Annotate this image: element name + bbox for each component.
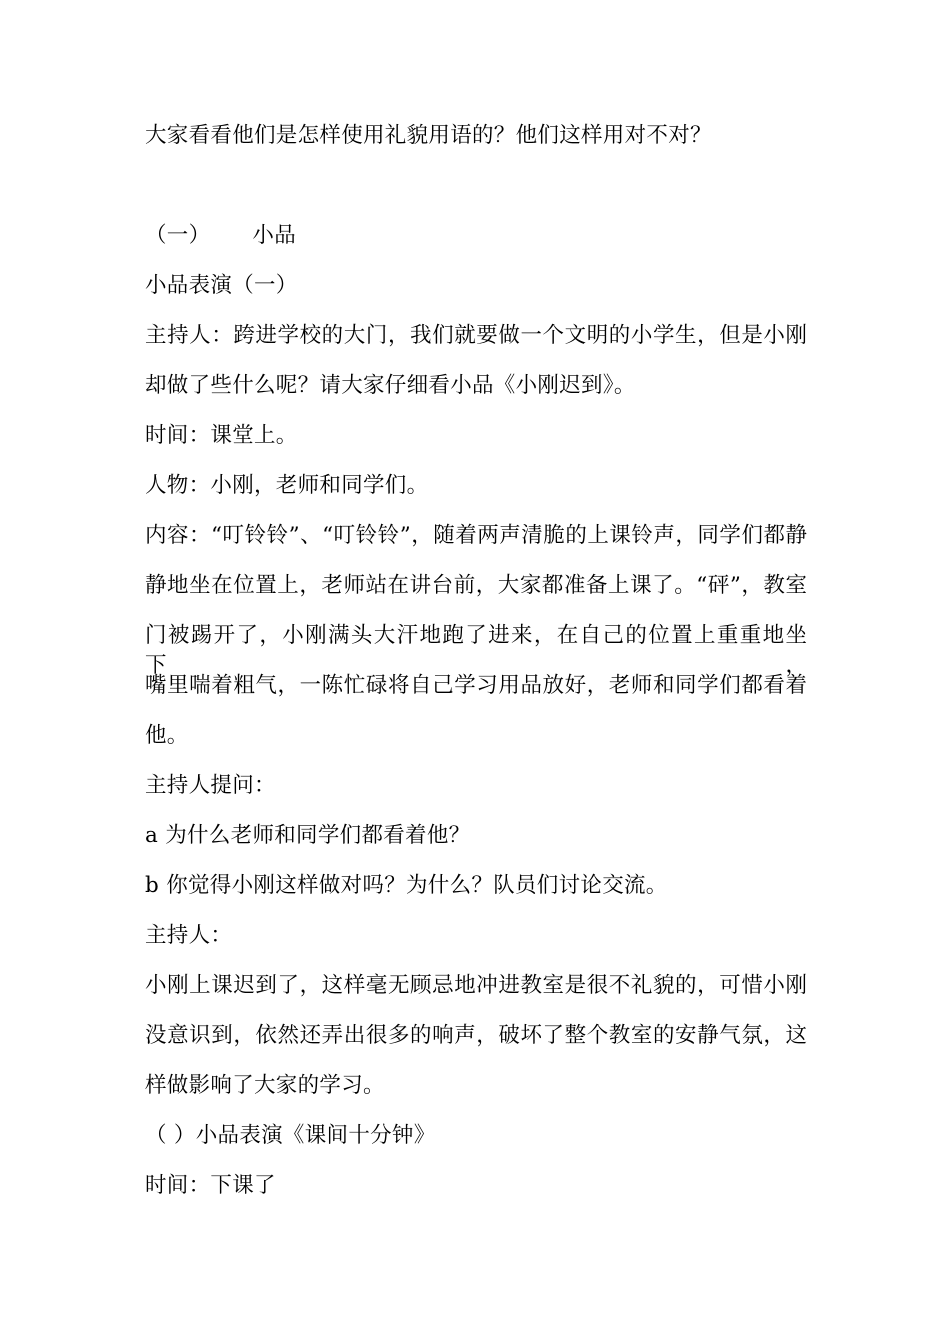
intro-question: 大家看看他们是怎样使用礼貌用语的？他们这样用对不对？: [145, 123, 712, 148]
content-line-1: 内容：“叮铃铃”、“叮铃铃”，随着两声清脆的上课铃声，同学们都静: [145, 523, 807, 548]
question-a: a 为什么老师和同学们都看着他？: [145, 823, 471, 848]
skit1-title: 小品表演（一）: [145, 273, 298, 298]
host-label: 主持人：: [145, 923, 233, 948]
summary-line-3: 样做影响了大家的学习。: [145, 1073, 385, 1098]
content-line-4: 嘴里喘着粗气，一陈忙碌将自己学习用品放好，老师和同学们都看着: [145, 673, 807, 698]
skit2-title: （ ）小品表演《课间十分钟》: [145, 1123, 436, 1148]
host-intro-line-1: 主持人：跨进学校的大门，我们就要做一个文明的小学生，但是小刚: [145, 323, 807, 348]
people-line: 人物：小刚，老师和同学们。: [145, 473, 429, 498]
section-title: 小品: [252, 223, 297, 248]
content-line-3: 门被踢开了，小刚满头大汗地跑了进来，在自己的位置上重重地坐下，: [145, 623, 807, 678]
content-line-5: 他。: [145, 723, 189, 748]
time-line: 时间：课堂上。: [145, 423, 298, 448]
host-intro-line-2: 却做了些什么呢？请大家仔细看小品《小刚迟到》。: [145, 373, 636, 398]
content-line-2: 静地坐在位置上，老师站在讲台前，大家都准备上课了。“砰”，教室: [145, 573, 807, 598]
time2-line: 时间：下课了: [145, 1173, 276, 1198]
section-number: （一）: [145, 223, 211, 248]
summary-line-1: 小刚上课迟到了，这样毫无顾忌地冲进教室是很不礼貌的，可惜小刚: [145, 973, 807, 998]
summary-line-2: 没意识到，依然还弄出很多的响声，破坏了整个教室的安静气氛，这: [145, 1023, 807, 1048]
question-b: b 你觉得小刚这样做对吗？为什么？队员们讨论交流。: [145, 873, 668, 898]
section-heading: [145, 221, 296, 251]
host-question-label: 主持人提问：: [145, 773, 276, 798]
